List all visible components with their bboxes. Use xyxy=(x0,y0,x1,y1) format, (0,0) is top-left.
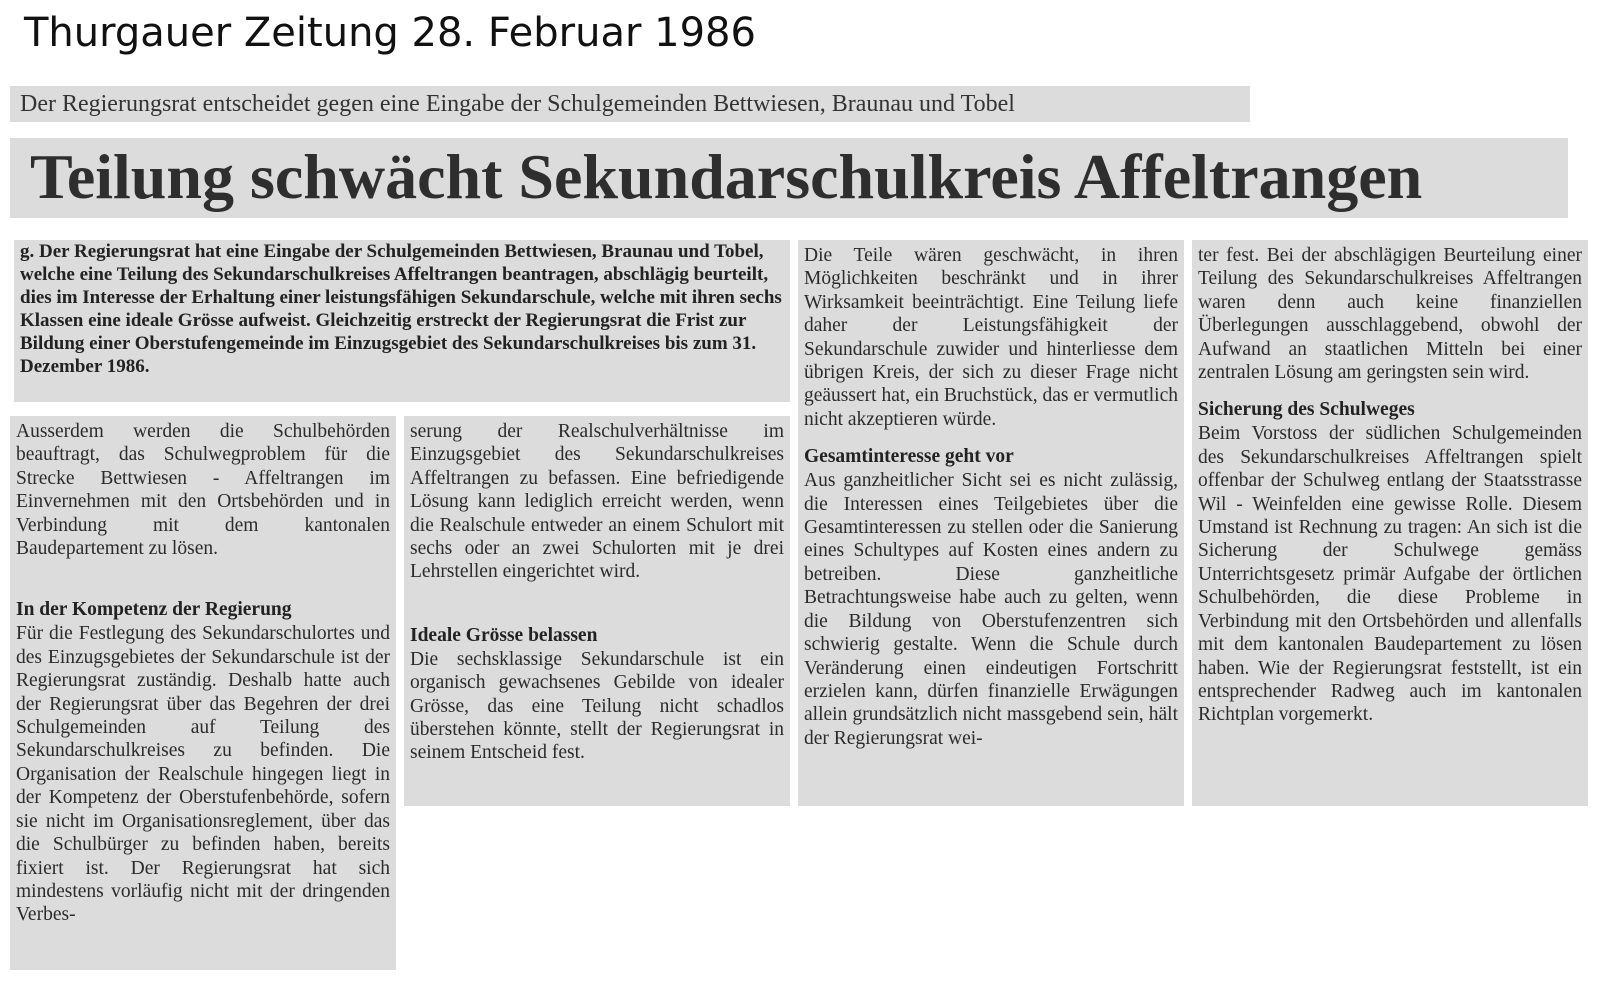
article-headline: Teilung schwächt Sekundarschulkreis Affeltrangen xyxy=(10,138,1568,218)
column-4-paragraph-1: ter fest. Bei der abschlägigen Beurteilung einer Teilung des Sekundarschulkreises Affeltrangen waren denn auch keine finanziellen Überlegungen ausschlaggebend, obwohl der Aufwand an staatlichen Mitteln bei einer zentralen Lösung am geringsten sein wird. xyxy=(1198,245,1582,384)
column-1-paragraph-2: Für die Festlegung des Sekundarschulortes und des Einzugsgebietes der Sekundarschule ist der Regierungsrat zuständig. Deshalb hatte auch der Regierungsrat über das Begehren der drei Schulgemeinden auf Teilung des Sekundarschulkreises zu befinden. Die Organisation der Realschule hingegen liegt in der Kompetenz der Oberstufenbehörde, sofern sie nicht im Organisationsreglement, über das die Schulbürger zu befinden haben, bereits fixiert ist. Der Regierungsrat hat sich mindestens vorläufig nicht mit der dringenden Verbes- xyxy=(16,623,390,926)
article-column-1 xyxy=(10,416,396,970)
column-4-subheading: Sicherung des Schulweges xyxy=(1198,399,1415,421)
column-3-paragraph-2: Aus ganzheitlicher Sicht sei es nicht zulässig, die Interessen eines Teilgebietes über die Gesamtinteressen zu stellen oder die Sanierung eines Schultypes auf Kosten eines andern zu betreiben. Diese ganzheitliche Betrachtungsweise habe auch zu gelten, wenn die Bildung von Oberstufenzentren sich schwierig gestalte. Wenn die Schule durch Veränderung einen eindeutigen Fortschritt erzielen kann, dürfen finanzielle Erwägungen allein grundsätzlich nicht massgebend sein, hält der Regierungsrat wei- xyxy=(804,470,1178,749)
column-3-subheading: Gesamtinteresse geht vor xyxy=(804,446,1014,468)
column-2-subheading: Ideale Grösse belassen xyxy=(410,624,598,646)
column-4-paragraph-2: Beim Vorstoss der südlichen Schulgemeinden des Sekundarschulkreises Affeltrangen spielt offenbar der Schulweg entlang der Staatsstrasse Wil - Weinfelden eine gewisse Rolle. Diesem Umstand ist Rechnung zu tragen: An sich ist die Sicherung der Schulwege gemäss Unterrichtsgesetz primär Aufgabe der örtlichen Schulbehörden, die diese Probleme in Verbindung mit den Ortsbehörden und allenfalls mit dem kantonalen Baudepartement zu lösen haben. Wie der Regierungsrat feststellt, ist ein entsprechender Radweg auch im kantonalen Richtplan vorgemerkt. xyxy=(1198,423,1582,726)
column-1-subheading: In der Kompetenz der Regierung xyxy=(16,599,292,621)
article-kicker: Der Regierungsrat entscheidet gegen eine Eingabe der Schulgemeinden Bettwiesen, Braunau und Tobel xyxy=(10,86,1250,122)
article-column-2 xyxy=(404,416,790,806)
page-title: Thurgauer Zeitung 28. Februar 1986 xyxy=(24,10,756,56)
column-2-paragraph-2: Die sechsklassige Sekundarschule ist ein organisch gewachsenes Gebilde von idealer Grösse, das eine Teilung nicht schadlos überstehen könnte, stellt der Regierungsrat in seinem Entscheid fest. xyxy=(410,648,784,764)
column-1-paragraph-1: Ausserdem werden die Schulbehörden beauftragt, das Schulwegproblem für die Strecke Bettwiesen - Affeltrangen im Einvernehmen mit den Ortsbehörden und in Verbindung mit dem kantonalen Baudepartement zu lösen. xyxy=(16,421,390,560)
column-2-paragraph-1: serung der Realschulverhältnisse im Einzugsgebiet des Sekundarschulkreises Affeltrangen zu befassen. Eine befriedigende Lösung kann lediglich erreicht werden, wenn die Realschule entweder an einem Schulort mit sechs oder an zwei Schulorten mit je drei Lehrstellen eingerichtet wird. xyxy=(410,421,784,583)
column-3-paragraph-1: Die Teile wären geschwächt, in ihren Möglichkeiten beschränkt und in ihrer Wirksamkeit beeinträchtigt. Eine Teilung liefe daher der Leistungsfähigkeit der Sekundarschule zuwider und hinterliesse dem übrigen Kreis, der sich zu dieser Frage nicht geäussert hat, ein Bruchstück, das er vermutlich nicht akzeptieren würde. xyxy=(804,245,1178,430)
article-lead: g. Der Regierungsrat hat eine Eingabe der Schulgemeinden Bettwiesen, Braunau und Tobel, welche eine Teilung des Sekundarschulkreises Affeltrangen beantragen, abschlägig beurteilt, dies im Interesse der Erhaltung einer leistungsfähigen Sekundarschule, welche mit ihren sechs Klassen eine ideale Grösse aufweist. Gleichzeitig erstreckt der Regierungsrat die Frist zur Bildung einer Oberstufengemeinde im Einzugsgebiet des Sekundarschulkreises bis zum 31. Dezember 1986. xyxy=(14,240,790,402)
article-column-4 xyxy=(1192,240,1588,806)
article-column-3 xyxy=(798,240,1184,806)
